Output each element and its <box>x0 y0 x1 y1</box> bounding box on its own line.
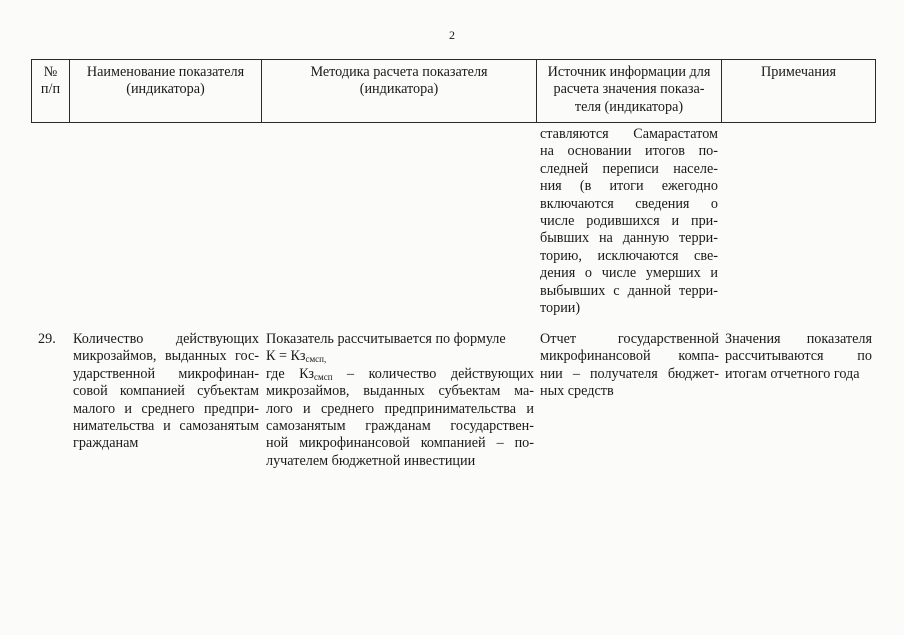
formula: $К = Кз_{смсп,}$ <box>266 348 327 365</box>
page-number: 2 <box>449 28 455 42</box>
row29-source: Отчет государственной микрофинансовой компа- нии – получателя бюджет- ных средств <box>540 331 719 400</box>
row29-number: 29. <box>38 331 56 347</box>
header-source: Источник информации для расчета значения показа- теля (индикатора) <box>547 64 711 115</box>
row29-indicator-name: Количество действующих микрозаймов, выданных гос- ударственной микрофинан- совой компанией субъектам малого и среднего предпри- нимательства и самозанятым гражданам <box>73 331 259 452</box>
header-num: № п/п <box>40 64 61 98</box>
header-notes: Примечания <box>761 64 836 80</box>
header-method: Методика расчета показателя (индикатора) <box>310 64 488 98</box>
continuation-source: ставляются Самарастатом на основании итогов по- следней переписи населе- ния (в итоги ежегодно включаются сведения о числе родившихся и при- бывших на данную терри- торию, исключаются све- дения о числе умерших и выбывших с данной терри- тории) <box>540 126 718 317</box>
row29-method: Показатель рассчитывается по формуле $К = Кз_{смсп,}$ где $Кз_{смсп}$ – количество действующих микрозаймов, выданных субъектам ма- лого и среднего предпринимательства и самозанятым гражданам государствен- ной микрофинансовой компанией – по- лучателем бюджетной инвестиции <box>266 331 534 469</box>
row29-notes: Значения показателя рассчитываются по итогам отчетного года <box>725 331 872 382</box>
header-name: Наименование показателя (индикатора) <box>86 64 245 98</box>
formula-definition: где $Кз_{смсп}$ – количество действующих <box>266 365 534 382</box>
